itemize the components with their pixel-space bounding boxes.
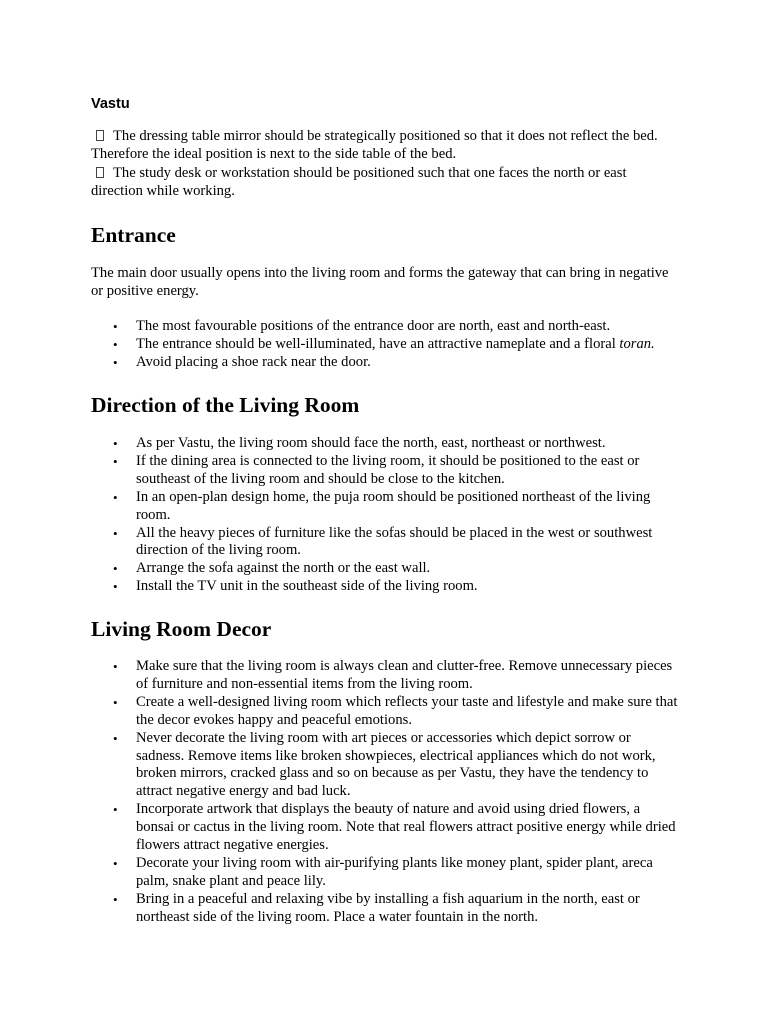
list-item: • The entrance should be well-illuminated, have an attractive nameplate and a floral toran. xyxy=(91,336,681,354)
toran-term: toran. xyxy=(619,335,655,352)
direction-heading: Direction of the Living Room xyxy=(91,393,360,417)
list-item: • Never decorate the living room with art pieces or accessories which depict sorrow or sadness. Remove items like broken showpieces, electrical appliances which do not work, broken mirrors, cracked glass and so on because as per Vastu, they have the tendency to attract negative energy and bad luck. xyxy=(91,730,681,802)
list-item: • Decorate your living room with air-purifying plants like money plant, spider plant, areca palm, snake plant and peace lily. xyxy=(91,855,681,891)
entrance-heading: Entrance xyxy=(91,223,176,247)
missing-glyph-icon xyxy=(96,167,104,178)
list-item: • Install the TV unit in the southeast side of the living room. xyxy=(91,578,681,596)
entrance-list xyxy=(91,318,681,372)
list-item: • Incorporate artwork that displays the beauty of nature and avoid using dried flowers, a bonsai or cactus in the living room. Note that real flowers attract positive energy while dried flowers attract negative energies. xyxy=(91,801,681,855)
list-item: • All the heavy pieces of furniture like the sofas should be placed in the west or southwest direction of the living room. xyxy=(91,525,681,561)
direction-list xyxy=(91,435,681,596)
list-item: • As per Vastu, the living room should face the north, east, northeast or northwest. xyxy=(91,435,681,453)
list-item: • Create a well-designed living room which reflects your taste and lifestyle and make sure that the decor evokes happy and peaceful emotions. xyxy=(91,694,681,730)
entrance-paragraph: The main door usually opens into the living room and forms the gateway that can bring in negative or positive energy. xyxy=(91,265,669,300)
list-item: • Arrange the sofa against the north or the east wall. xyxy=(91,560,681,578)
vastu-heading: Vastu xyxy=(91,96,130,112)
intro-line: The study desk or workstation should be positioned such that one faces the north or east direction while working. xyxy=(91,164,627,199)
list-item: • In an open-plan design home, the puja room should be positioned northeast of the living room. xyxy=(91,489,681,525)
decor-list xyxy=(91,658,681,927)
list-item: • Avoid placing a shoe rack near the door. xyxy=(91,354,681,372)
intro-line: The dressing table mirror should be strategically positioned so that it does not reflect the bed. Therefore the ideal position is next to the side table of the bed. xyxy=(91,128,658,163)
list-item: • If the dining area is connected to the living room, it should be positioned to the east or southeast of the living room and should be close to the kitchen. xyxy=(91,453,681,489)
intro-notes xyxy=(91,127,681,200)
list-item: • Bring in a peaceful and relaxing vibe by installing a fish aquarium in the north, east or northeast side of the living room. Place a water fountain in the north. xyxy=(91,891,681,927)
list-item: • The most favourable positions of the entrance door are north, east and north-east. xyxy=(91,318,681,336)
decor-heading: Living Room Decor xyxy=(91,617,272,641)
list-item: • Make sure that the living room is always clean and clutter-free. Remove unnecessary pieces of furniture and non-essential items from the living room. xyxy=(91,658,681,694)
missing-glyph-icon xyxy=(96,130,104,141)
